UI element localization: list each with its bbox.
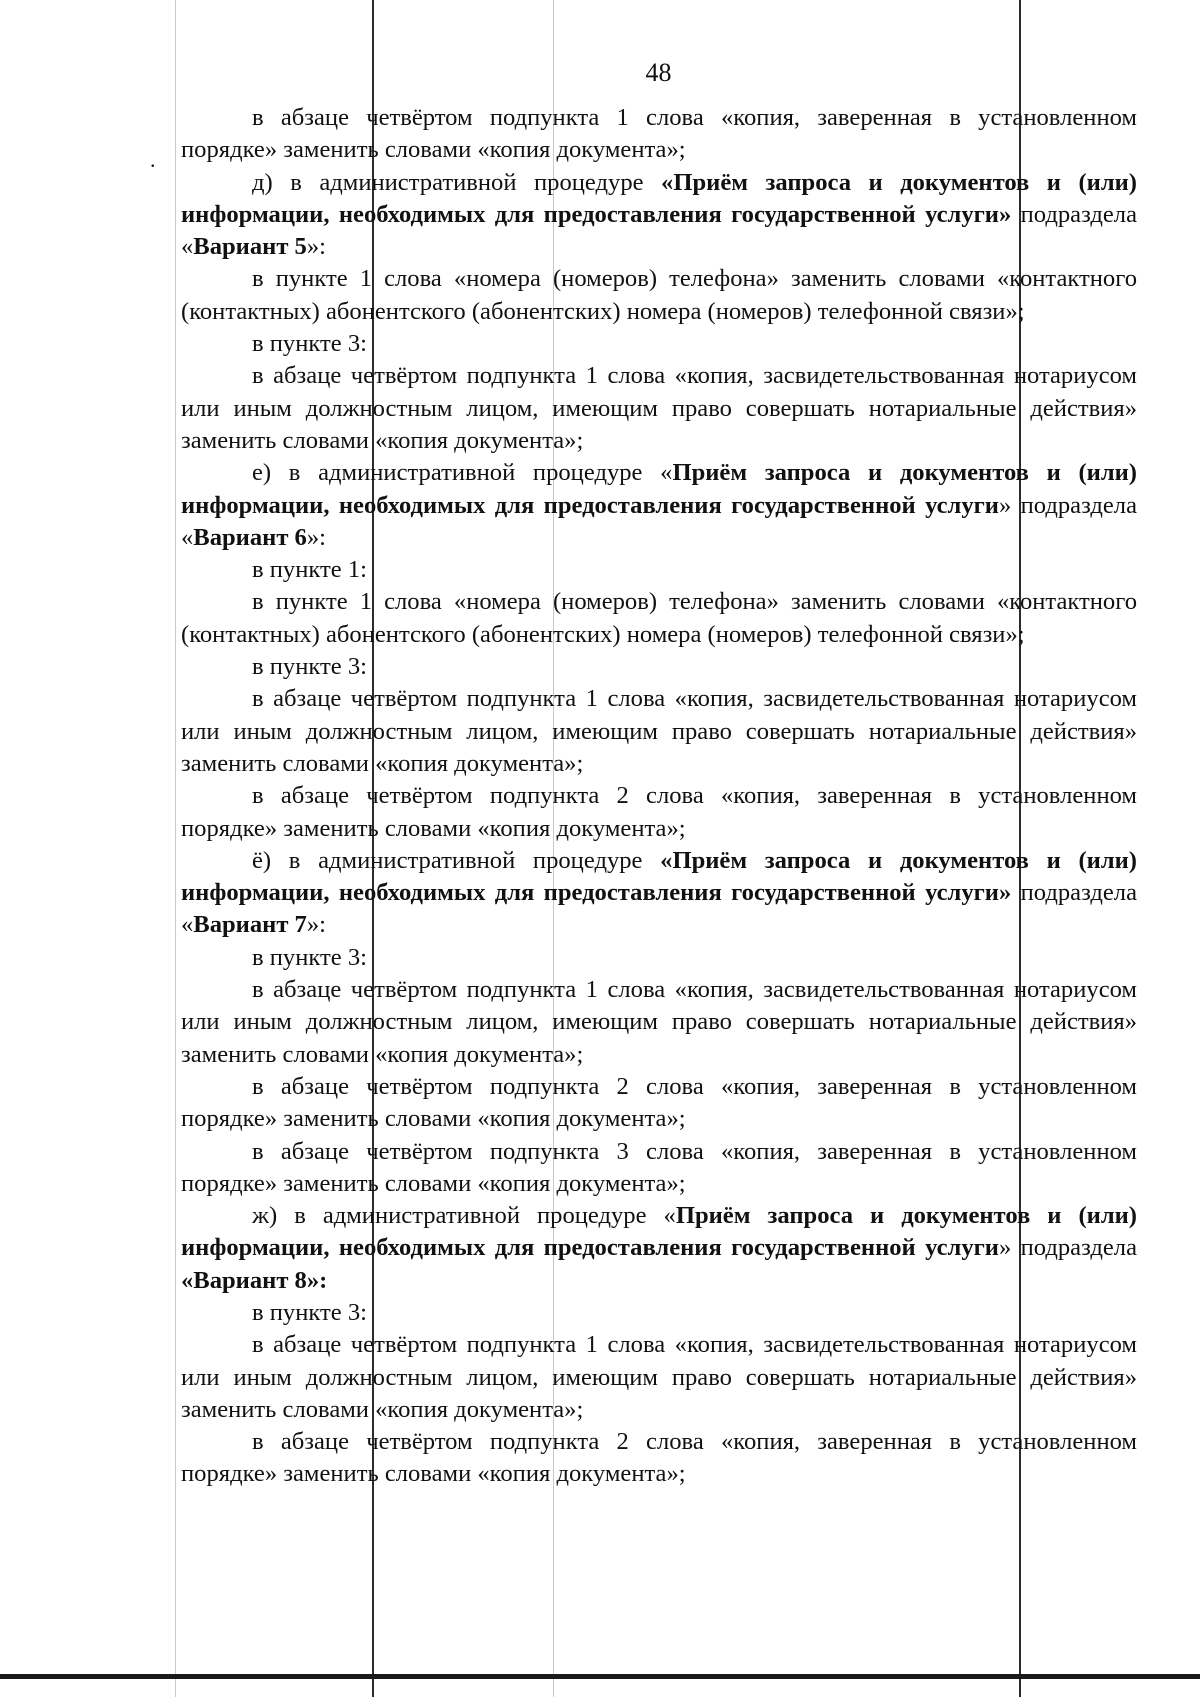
text-run: ж) в административной процедуре « [252,1202,676,1230]
paragraph [181,1426,1137,1491]
scan-fold-line-left [175,0,176,1697]
text-run: в абзаце четвёртом подпункта 1 слова «копия, засвидетельствованная нотариусом или иным должностным лицом, имеющим право совершать нотариальные действия» заменить словами «копия документа»; [181,685,1137,777]
paragraph [181,974,1137,1071]
text-run: ё) в административной процедуре [252,846,661,874]
paragraph [181,167,1137,264]
paragraph [181,586,1137,651]
text-run: » подраздела « [181,491,1137,551]
bold-text: «Приём запроса и документов и (или) информации, необходимых для предоставления государственной услуги» [181,846,1137,907]
text-run: в абзаце четвёртом подпункта 3 слова «копия, заверенная в установленном порядке» заменить словами «копия документа»; [181,1137,1137,1197]
bold-text: Приём запроса и документов и (или) информации, необходимых для предоставления государственной услуги [181,1202,1137,1262]
paragraph [181,1136,1137,1201]
paragraph [181,845,1137,942]
paragraph [181,1200,1137,1297]
paragraph [181,1297,1137,1329]
bold-text: Вариант 6 [193,523,307,551]
paragraph [181,780,1137,845]
paragraph [181,328,1137,360]
text-run: в пункте 3: [252,653,367,681]
text-run: подраздела « [181,879,1137,939]
bold-text: «Приём запроса и документов и (или) информации, необходимых для предоставления государственной услуги» [181,168,1137,228]
text-run: подраздела « [181,200,1137,261]
text-run: в пункте 1: [252,556,367,584]
text-run: в пункте 3: [252,1298,367,1326]
paragraph [181,651,1137,683]
document-body [181,102,1137,1491]
scan-bottom-edge [0,1674,1200,1679]
page-number: 48 [645,58,672,87]
text-run: в пункте 1 слова «номера (номеров) телефона» заменить словами «контактного (контактных) абонентского (абонентских) номера (номеров) телефонной связи»; [181,265,1137,325]
bold-text: Вариант 5 [193,233,307,261]
text-run: в абзаце четвёртом подпункта 1 слова «копия, засвидетельствованная нотариусом или иным должностным лицом, имеющим право совершать нотариальные действия» заменить словами «копия документа»; [181,1331,1137,1423]
text-run: » подраздела [998,1234,1137,1262]
bold-text: Вариант 7 [193,911,307,939]
paragraph [181,102,1137,167]
text-run: »: [306,523,326,551]
paragraph [181,263,1137,328]
text-run: в пункте 3: [252,943,367,971]
bold-text: Приём запроса и документов и (или) информации, необходимых для предоставления государственной услуги [181,459,1137,519]
text-run: в абзаце четвёртом подпункта 1 слова «копия, заверенная в установленном порядке» заменить словами «копия документа»; [181,104,1137,164]
text-run: в абзаце четвёртом подпункта 2 слова «копия, заверенная в установленном порядке» заменить словами «копия документа»; [181,1072,1137,1133]
text-run: в абзаце четвёртом подпункта 1 слова «копия, засвидетельствованная нотариусом или иным должностным лицом, имеющим право совершать нотариальные действия» заменить словами «копия документа»; [181,362,1137,454]
text-run: »: [306,911,326,939]
paragraph [181,1329,1137,1426]
text-run: в абзаце четвёртом подпункта 1 слова «копия, засвидетельствованная нотариусом или иным должностным лицом, имеющим право совершать нотариальные действия» заменить словами «копия документа»; [181,976,1137,1068]
paragraph [181,554,1137,586]
bold-text: «Вариант 8»: [181,1266,328,1294]
paragraph [181,942,1137,974]
paragraph [181,360,1137,457]
paragraph [181,1071,1137,1136]
text-run: в пункте 3: [252,330,367,358]
text-run: в абзаце четвёртом подпункта 2 слова «копия, заверенная в установленном порядке» заменить словами «копия документа»; [181,1428,1137,1488]
text-run: е) в административной процедуре « [252,459,673,487]
text-run: »: [306,233,326,261]
paragraph [181,457,1137,554]
text-run: д) в административной процедуре [252,168,662,196]
paragraph [181,683,1137,780]
text-run: в абзаце четвёртом подпункта 2 слова «копия, заверенная в установленном порядке» заменить словами «копия документа»; [181,782,1137,842]
scan-speck: . [150,147,156,172]
text-run: в пункте 1 слова «номера (номеров) телефона» заменить словами «контактного (контактных) абонентского (абонентских) номера (номеров) телефонной связи»; [181,588,1137,648]
